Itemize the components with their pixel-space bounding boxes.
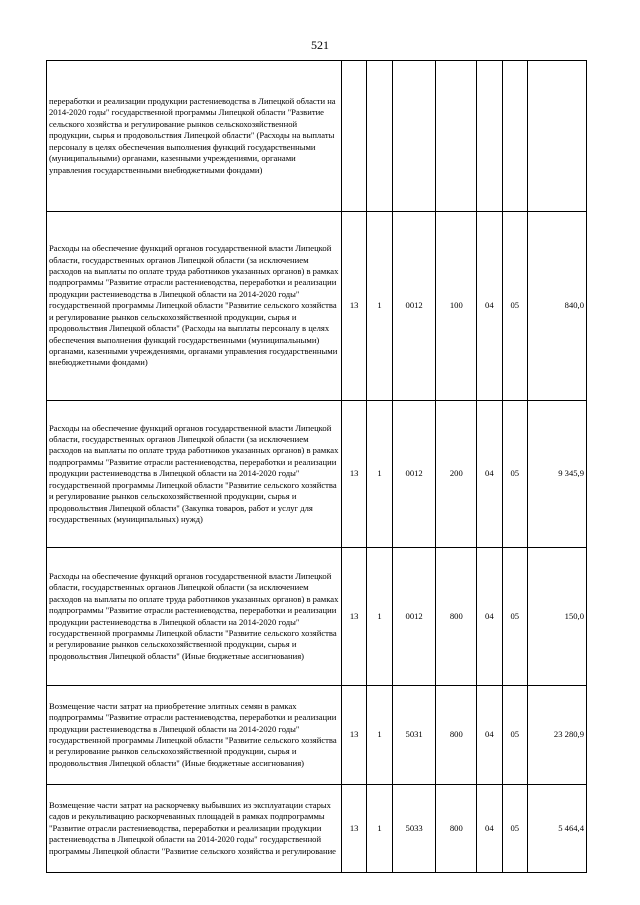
amount: 5 464,4: [527, 785, 586, 873]
table-row: [47, 401, 587, 548]
target-code: [392, 61, 436, 212]
target-code: 5033: [392, 785, 436, 873]
ministry-code: 13: [341, 686, 366, 785]
table-row: [47, 61, 587, 212]
row-description: переработки и реализации продукции растениеводства в Липецкой области на 2014-2020 годы" государственной программы Липецкой области "Развитие сельского хозяйства и регулирование рынков сельскохозяйственной продукции, сырья и продовольствия Липецкой области" (Расходы на выплаты персоналу в целях обеспечения выполнения функций государственными (муниципальными) органами, казенными учреждениями, органами управления государственными внебюджетными фондами): [47, 61, 342, 212]
row-description: Расходы на обеспечение функций органов государственной власти Липецкой области, государственных органов Липецкой области (за исключением расходов на выплаты по оплате труда работников указанных органов) в рамках подпрограммы "Развитие отрасли растениеводства, переработки и реализации продукции растениеводства в Липецкой области на 2014-2020 годы" государственной программы Липецкой области "Развитие сельского хозяйства и регулирование рынков сельскохозяйственной продукции, сырья и продовольствия Липецкой области" (Закупка товаров, работ и услуг для государственных (муниципальных) нужд): [47, 401, 342, 548]
chapter-code: 04: [477, 548, 502, 686]
ministry-code: 13: [341, 212, 366, 401]
target-code: 0012: [392, 401, 436, 548]
expense-type-code: 800: [436, 686, 477, 785]
expense-type-code: 100: [436, 212, 477, 401]
section-code: 1: [367, 686, 392, 785]
amount: 840,0: [527, 212, 586, 401]
expense-type-code: 800: [436, 785, 477, 873]
subsection-code: [502, 61, 527, 212]
chapter-code: [477, 61, 502, 212]
ministry-code: 13: [341, 401, 366, 548]
chapter-code: 04: [477, 401, 502, 548]
budget-table: [46, 60, 587, 873]
page-number: 521: [311, 38, 329, 52]
section-code: 1: [367, 785, 392, 873]
subsection-code: 05: [502, 686, 527, 785]
section-code: 1: [367, 548, 392, 686]
expense-type-code: [436, 61, 477, 212]
section-code: 1: [367, 212, 392, 401]
ministry-code: 13: [341, 548, 366, 686]
row-description: Расходы на обеспечение функций органов государственной власти Липецкой области, государственных органов Липецкой области (за исключением расходов на выплаты по оплате труда работников указанных органов) в рамках подпрограммы "Развитие отрасли растениеводства, переработки и реализации продукции растениеводства в Липецкой области на 2014-2020 годы" государственной программы Липецкой области "Развитие сельского хозяйства и регулирование рынков сельскохозяйственной продукции, сырья и продовольствия Липецкой области" (Расходы на выплаты персоналу в целях обеспечения выполнения функций государственными (муниципальными) органами, казенными учреждениями, органами управления государственными внебюджетными фондами): [47, 212, 342, 401]
amount: 9 345,9: [527, 401, 586, 548]
ministry-code: 13: [341, 785, 366, 873]
subsection-code: 05: [502, 401, 527, 548]
row-description: Возмещение части затрат на раскорчевку выбывших из эксплуатации старых садов и рекультивацию раскорчеванных площадей в рамках подпрограммы "Развитие отрасли растениеводства, переработки и реализации продукции растениеводства в Липецкой области на 2014-2020 годы" государственной программы Липецкой области "Развитие сельского хозяйства и регулирование: [47, 785, 342, 873]
chapter-code: 04: [477, 686, 502, 785]
ministry-code: [341, 61, 366, 212]
subsection-code: 05: [502, 212, 527, 401]
table-row: [47, 548, 587, 686]
chapter-code: 04: [477, 212, 502, 401]
amount: 23 280,9: [527, 686, 586, 785]
expense-type-code: 800: [436, 548, 477, 686]
row-description: Возмещение части затрат на приобретение элитных семян в рамках подпрограммы "Развитие отрасли растениеводства, переработки и реализации продукции растениеводства в Липецкой области на 2014-2020 годы" государственной программы Липецкой области "Развитие сельского хозяйства и регулирование рынков сельскохозяйственной продукции, сырья и продовольствия Липецкой области" (Иные бюджетные ассигнования): [47, 686, 342, 785]
section-code: 1: [367, 401, 392, 548]
table-row: [47, 785, 587, 873]
subsection-code: 05: [502, 548, 527, 686]
target-code: 0012: [392, 212, 436, 401]
amount: [527, 61, 586, 212]
target-code: 0012: [392, 548, 436, 686]
table-row: [47, 212, 587, 401]
chapter-code: 04: [477, 785, 502, 873]
expense-type-code: 200: [436, 401, 477, 548]
amount: 150,0: [527, 548, 586, 686]
table-row: [47, 686, 587, 785]
target-code: 5031: [392, 686, 436, 785]
subsection-code: 05: [502, 785, 527, 873]
section-code: [367, 61, 392, 212]
row-description: Расходы на обеспечение функций органов государственной власти Липецкой области, государственных органов Липецкой области (за исключением расходов на выплаты по оплате труда работников указанных органов) в рамках подпрограммы "Развитие отрасли растениеводства, переработки и реализации продукции растениеводства в Липецкой области на 2014-2020 годы" государственной программы Липецкой области "Развитие сельского хозяйства и регулирование рынков сельскохозяйственной продукции, сырья и продовольствия Липецкой области" (Иные бюджетные ассигнования): [47, 548, 342, 686]
